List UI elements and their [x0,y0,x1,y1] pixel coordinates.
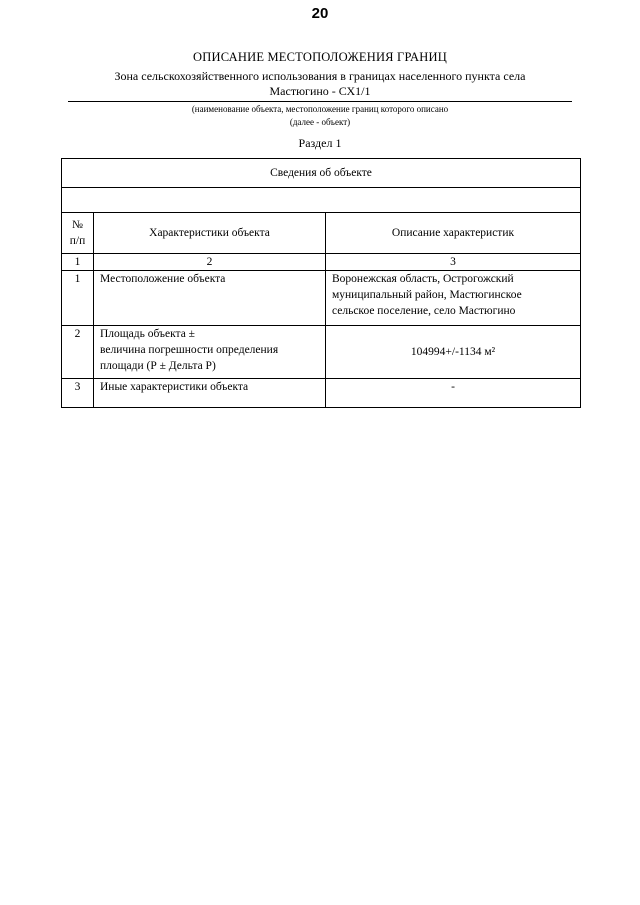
row-1-num: 1 [62,271,94,326]
row-3-description: - [326,379,581,408]
column-number-1: 1 [62,254,94,271]
section-heading: Раздел 1 [298,136,342,150]
row-1-characteristic: Местоположение объекта [94,271,326,326]
column-header-row [62,213,581,254]
table-row [62,379,581,408]
table-spacer-cell [62,188,581,213]
object-info-table [61,158,581,408]
zone-name-line-2: Мастюгино - СХ1/1 [269,84,371,98]
page-number: 20 [311,5,329,22]
row-3-characteristic: Иные характеристики объекта [94,379,326,408]
column-number-row [62,254,581,271]
row-1-description: Воронежская область, Острогожский муниципальный район, Мастюгинское сельское поселение, село Мастюгино [326,271,581,326]
table-header-row [62,159,581,188]
table-row [62,326,581,379]
document-title: ОПИСАНИЕ МЕСТОПОЛОЖЕНИЯ ГРАНИЦ [193,50,447,64]
zone-name-line-1: Зона сельскохозяйственного использования в границах населенного пункта села [114,69,526,83]
column-number-3: 3 [326,254,581,271]
column-header-description: Описание характеристик [326,213,581,254]
caption-line-2: (далее - объект) [289,117,351,127]
row-2-description: 104994+/-1134 м² [326,326,581,379]
table-spacer-row [62,188,581,213]
row-2-characteristic: Площадь объекта ± величина погрешности определения площади (Р ± Дельта Р) [94,326,326,379]
table-row [62,271,581,326]
column-number-2: 2 [94,254,326,271]
column-header-characteristic: Характеристики объекта [94,213,326,254]
caption-line-1: (наименование объекта, местоположение границ которого описано [191,104,449,114]
column-header-num: № п/п [62,213,94,254]
underline-rule [68,101,572,102]
row-3-num: 3 [62,379,94,408]
table-header: Сведения об объекте [62,159,581,188]
row-2-num: 2 [62,326,94,379]
